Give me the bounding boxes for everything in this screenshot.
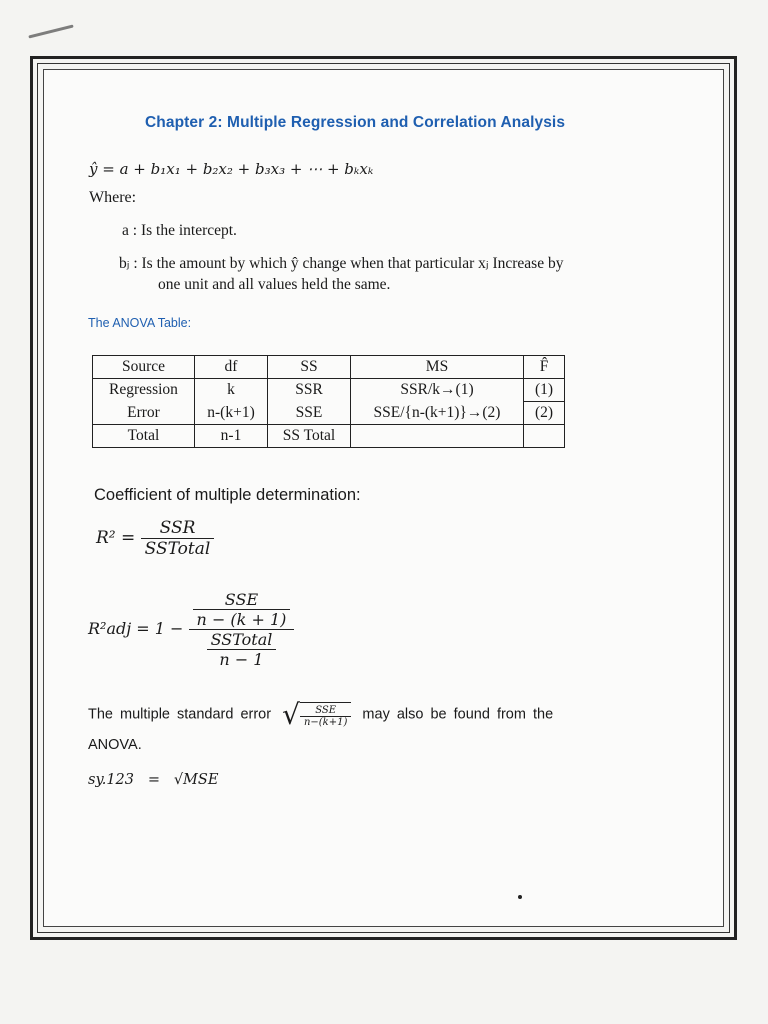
table-cell: Total: [93, 425, 195, 448]
table-cell: SS Total: [268, 425, 351, 448]
table-cell: [524, 425, 565, 448]
table-cell: (2): [524, 402, 565, 425]
sqrt-expression: [282, 698, 351, 731]
fraction-numerator: SSR: [141, 518, 215, 539]
table-cell: SSR/k→(1): [351, 379, 524, 402]
definition-text: : Is the intercept.: [132, 222, 237, 239]
fraction-numerator: [189, 590, 295, 630]
adjusted-r-squared-lhs: R²adj = 1 −: [88, 619, 184, 638]
adjusted-r-squared-formula: [88, 590, 294, 669]
table-cell: SSR: [268, 379, 351, 402]
definition-text: : Is the amount by which ŷ change when that particular xⱼ Increase by: [133, 255, 564, 272]
definition-intercept: [122, 222, 237, 240]
sy-rhs: √MSE: [173, 772, 219, 788]
table-cell: (1): [524, 379, 565, 402]
fraction-denominator: n − 1: [219, 650, 264, 669]
fraction-numerator: SSE: [193, 590, 291, 610]
table-header-cell: df: [195, 356, 268, 379]
sqrt-icon: √: [282, 698, 300, 731]
definition-term: bⱼ: [119, 255, 130, 272]
definition-term: a: [122, 222, 129, 239]
standard-error-line2: ANOVA.: [88, 737, 142, 753]
table-row: [93, 379, 565, 402]
inner-fraction-top: [193, 590, 291, 629]
sy-lhs: sy.123: [88, 772, 134, 788]
sqrt-body: [300, 702, 351, 728]
anova-table: [92, 355, 565, 448]
inner-fraction-bottom: [207, 630, 277, 669]
anova-heading: The ANOVA Table:: [88, 316, 192, 330]
fraction-denominator: SSTotal: [144, 539, 211, 559]
table-header-cell: SS: [268, 356, 351, 379]
standard-error-before: The multiple standard error: [88, 706, 272, 723]
table-cell: n-1: [195, 425, 268, 448]
table-cell: SSE: [268, 402, 351, 425]
table-header-row: [93, 356, 565, 379]
pen-mark: [28, 24, 73, 38]
coefficient-heading: Coefficient of multiple determination:: [94, 486, 361, 504]
r-squared-formula: [96, 518, 214, 559]
sqrt-fraction: [300, 705, 351, 728]
table-cell: n-(k+1): [195, 402, 268, 425]
ink-dot: [518, 895, 522, 899]
sy-equals: =: [147, 772, 160, 788]
table-cell: k: [195, 379, 268, 402]
standard-error-text: [88, 698, 553, 731]
table-cell: SSE/{n-(k+1)}→(2): [351, 402, 524, 425]
table-header-cell: MS: [351, 356, 524, 379]
fraction-numerator: SSE: [300, 705, 351, 717]
table-row: [93, 425, 565, 448]
chapter-title: Chapter 2: Multiple Regression and Correlation Analysis: [145, 114, 566, 131]
table-header-cell: F̂: [524, 356, 565, 379]
fraction-denominator: n−(k+1): [303, 716, 348, 728]
fraction-denominator: [189, 630, 295, 669]
standard-error-after: may also be found from the: [362, 706, 554, 723]
table-cell: Regression: [93, 379, 195, 402]
definition-coefficient: [119, 254, 563, 273]
table-cell: [351, 425, 524, 448]
r-squared-lhs: R² =: [96, 528, 136, 548]
fraction-denominator: n − (k + 1): [196, 610, 287, 629]
r-squared-fraction: [141, 518, 215, 559]
adjusted-r-squared-fraction: [189, 590, 295, 669]
table-cell: Error: [93, 402, 195, 425]
table-row: [93, 402, 565, 425]
fraction-numerator: SSTotal: [207, 630, 277, 650]
regression-equation: ŷ = a + b₁x₁ + b₂x₂ + b₃x₃ + ⋯ + bₖxₖ: [89, 160, 374, 178]
table-header-cell: Source: [93, 356, 195, 379]
definition-coefficient-continuation: one unit and all values held the same.: [158, 276, 391, 293]
sy-formula: [88, 772, 218, 788]
where-label: Where:: [89, 189, 137, 206]
